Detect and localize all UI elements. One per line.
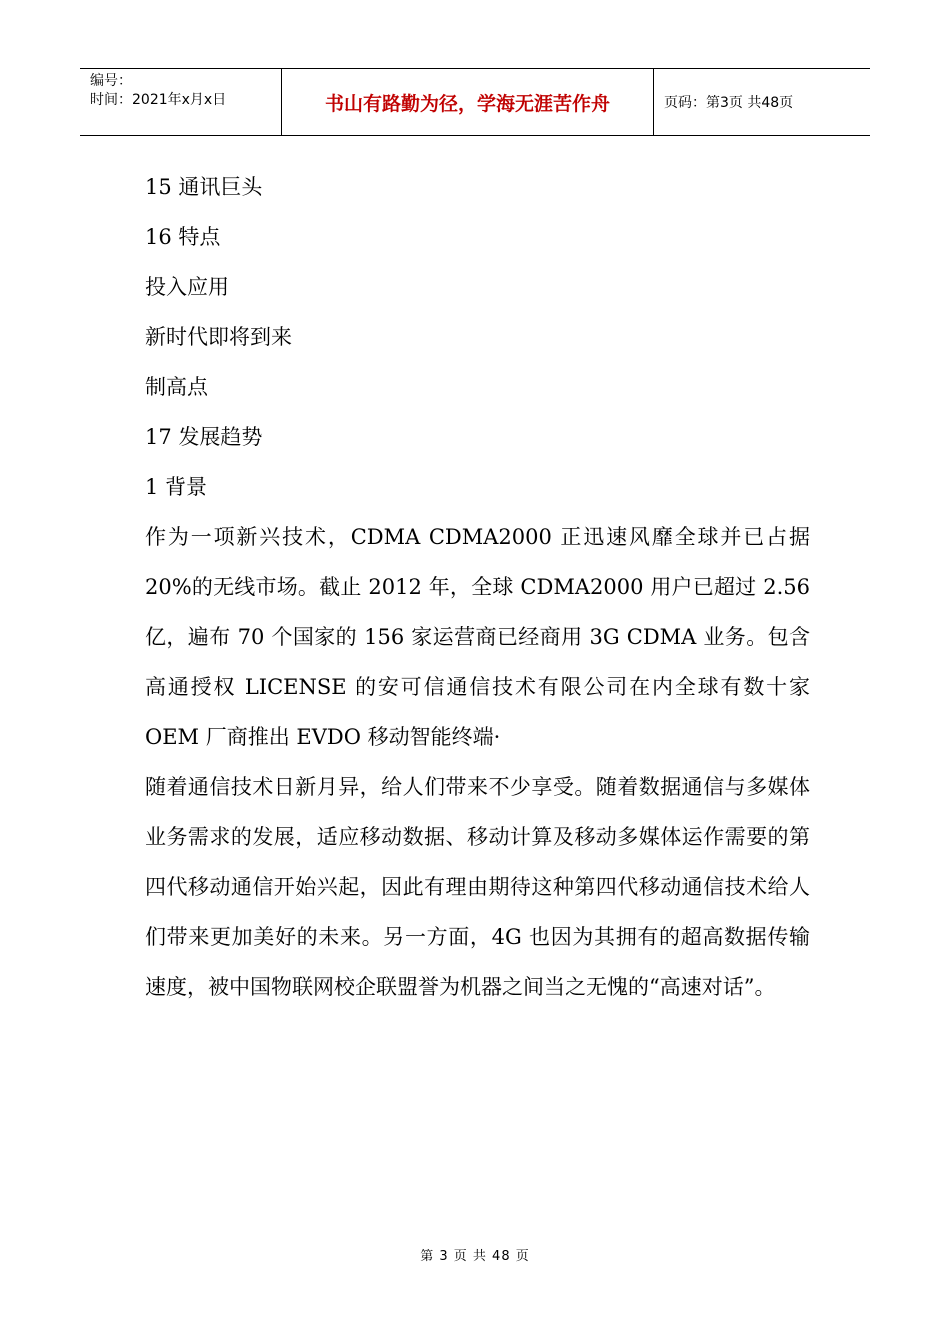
page-footer: 第 3 页 共 48 页 [420,1249,530,1264]
outline-line: 17 发展趋势 [145,425,263,449]
body-paragraph-2: 随着通信技术日新月异，给人们带来不少享受。随着数据通信与多媒体业务需求的发展，适应移动数据、移动计算及移动多媒体运作需要的第四代移动通信开始兴起，因此有理由期待这种第四代移动通信技术给人们带来更加美好的未来。另一方面，4G 也因为其拥有的超高数据传输速度，被中国物联网校企联盟誉为机器之间当之无愧的“高速对话”。 [145,775,810,999]
outline-line: 16 特点 [145,225,221,249]
body-paragraph-1: 作为一项新兴技术，CDMA CDMA2000 正迅速风靡全球并已占据 20%的无线市场。截止 2012 年，全球 CDMA2000 用户已超过 2.56 亿，遍布 70 个国家的 156 家运营商已经商用 3G CDMA 业务。包含高通授权 LICENSE 的安可信通信技术有限公司在内全球有数十家 OEM 厂商推出 EVDO 移动智能终端· [145,525,810,749]
outline-line: 制高点 [145,375,208,399]
outline-line: 新时代即将到来 [145,325,292,349]
document-time-label: 时间：2021年x月x日 [90,92,227,108]
section-heading: 1 背景 [145,475,208,499]
outline-line: 投入应用 [145,275,229,299]
header-meta [80,69,282,135]
header-page-info: 页码：第3页 共48页 [664,95,794,111]
header-motto: 书山有路勤为径，学海无涯苦作舟 [282,69,654,135]
document-body [145,162,810,1012]
page-header [80,68,870,136]
document-number-label: 编号： [90,73,132,89]
outline-line: 15 通讯巨头 [145,175,263,199]
